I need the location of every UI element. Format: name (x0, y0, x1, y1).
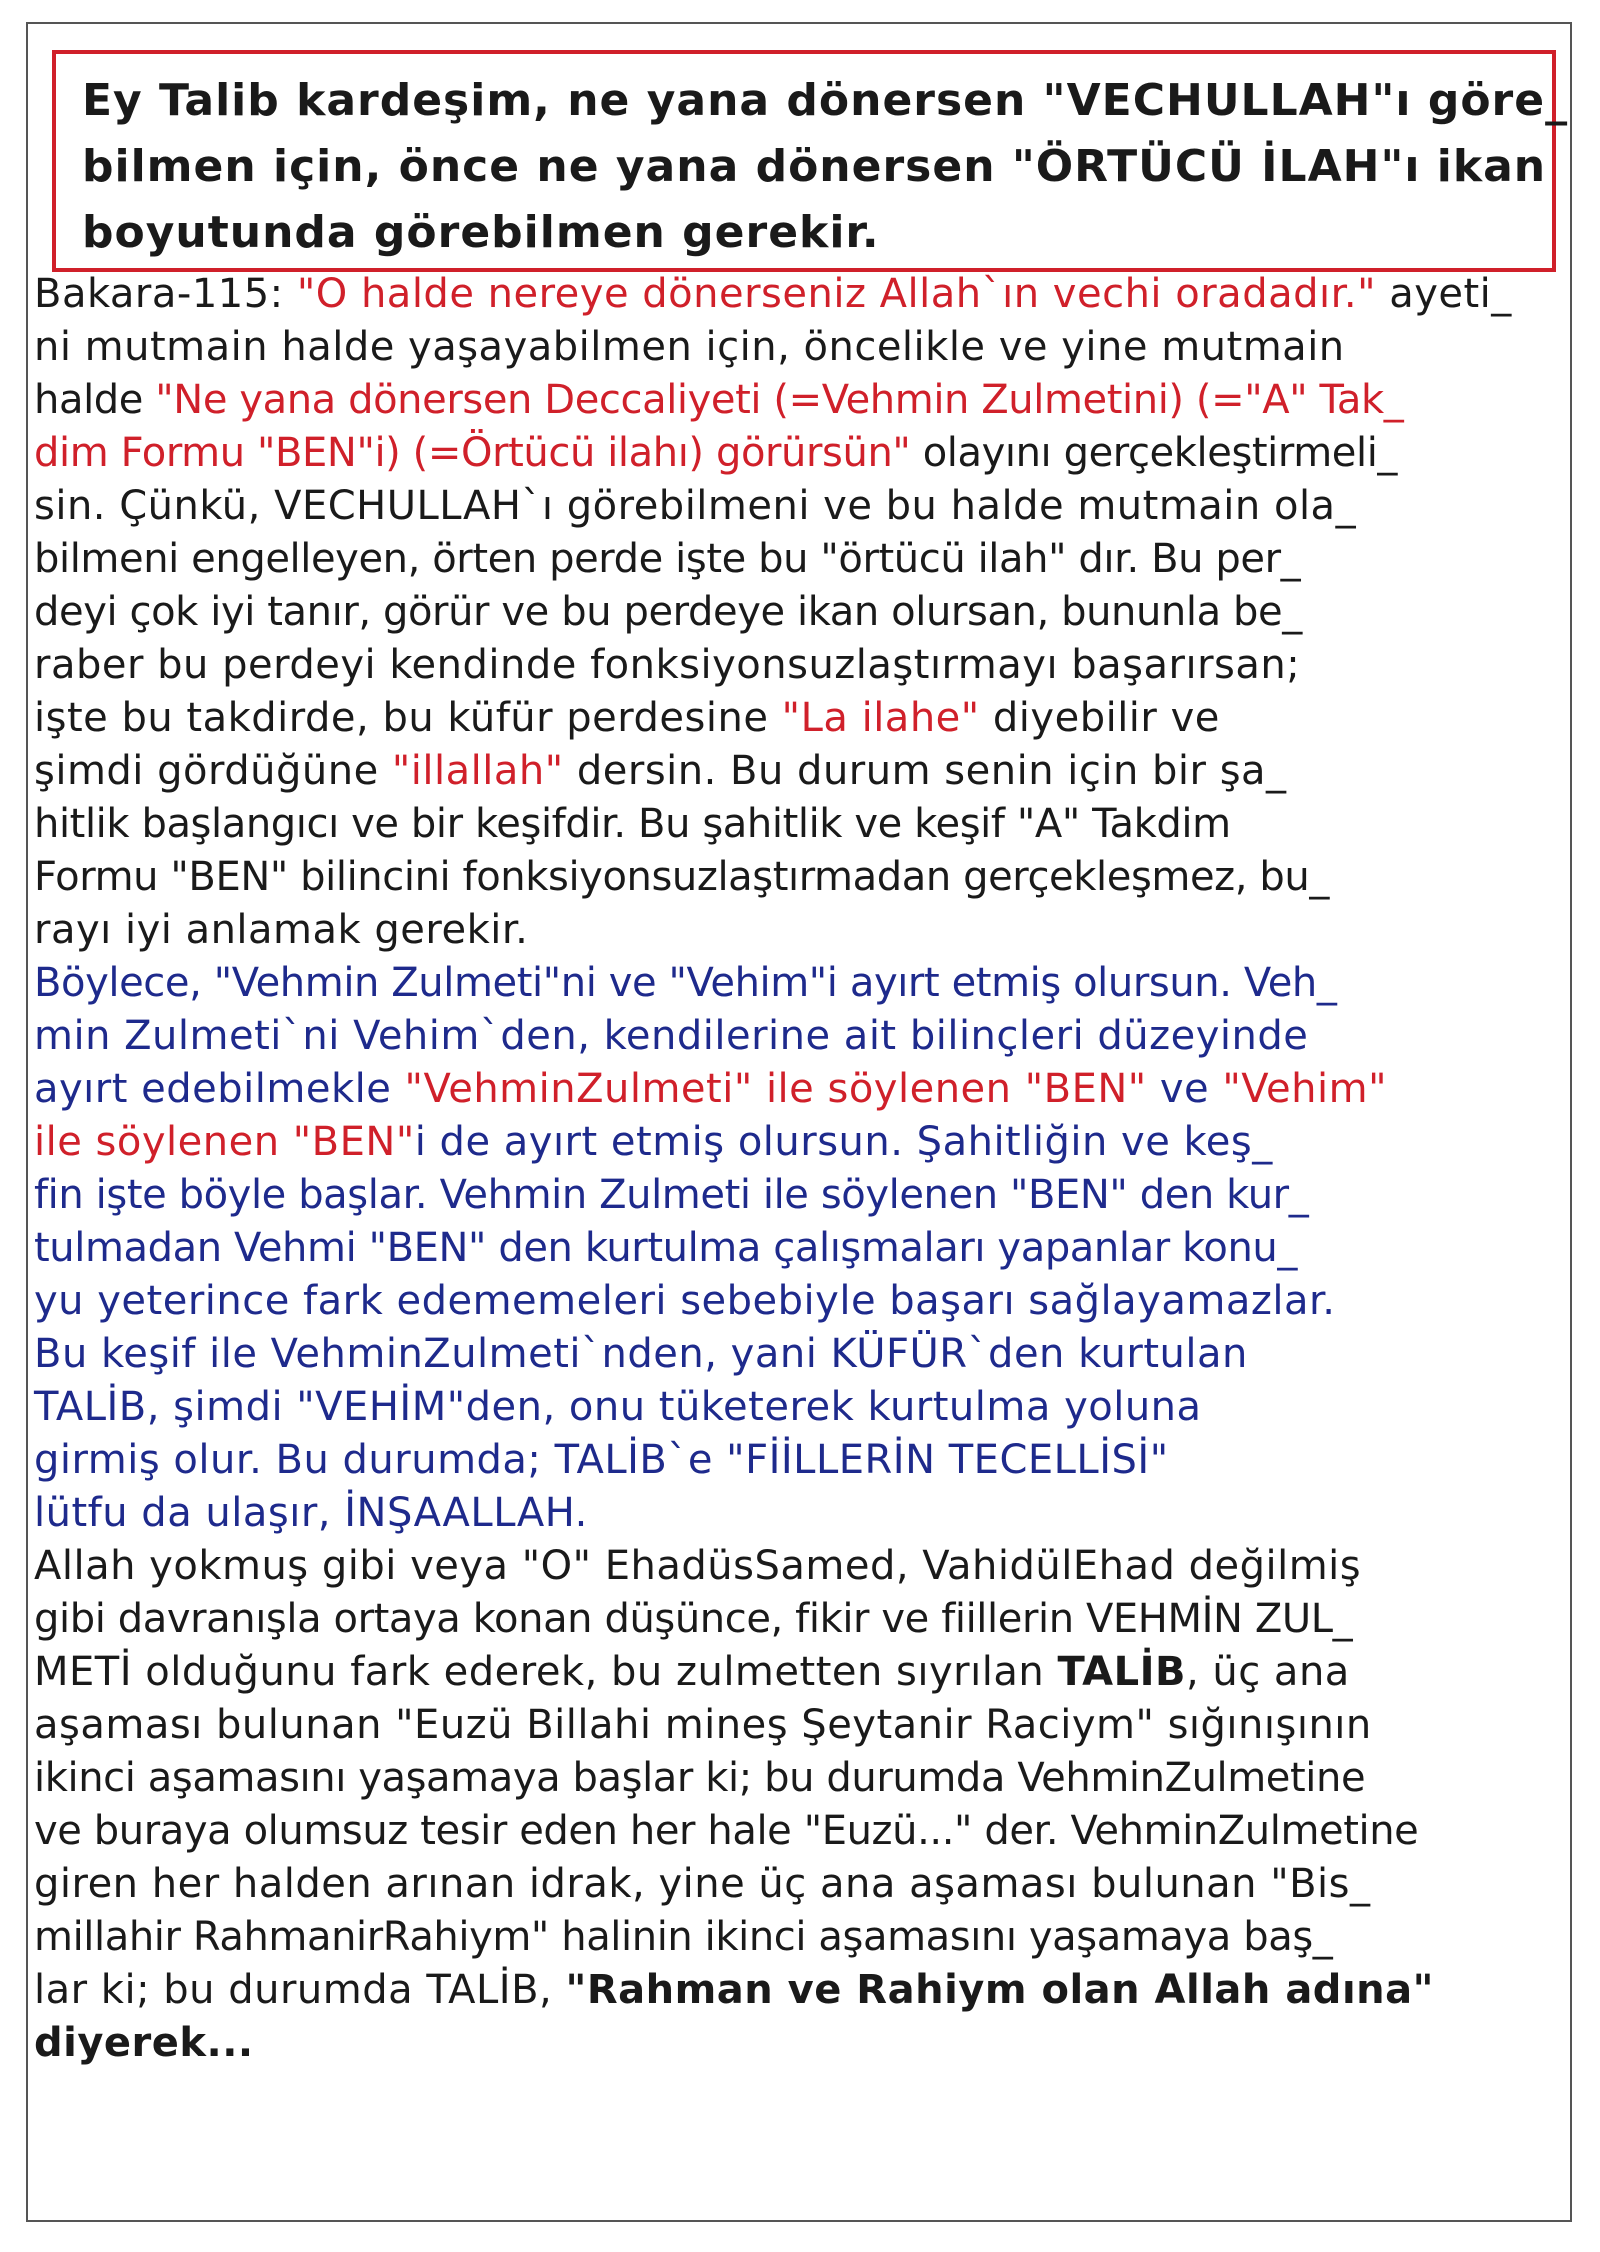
highlight-red: "Vehim" (1222, 1066, 1387, 1112)
verse-quote: "O halde nereye dönerseniz Allah`ın vechi oradadır." (296, 271, 1376, 317)
paragraph-1-line: raber bu perdeyi kendinde fonksiyonsuzlaştırmayı başarırsan; (34, 642, 1301, 688)
text-span: i de ayırt etmiş olursun. Şahitliğin ve keş_ (414, 1119, 1273, 1165)
text-span: şimdi gördüğüne (34, 748, 392, 794)
paragraph-1-line: sin. Çünkü, VECHULLAH`ı görebilmeni ve bu halde mutmain ola_ (34, 483, 1357, 529)
paragraph-1-line (34, 427, 1564, 480)
highlight-red: "VehminZulmeti" ile söylenen "BEN" (404, 1066, 1147, 1112)
paragraph-3-line: giren her halden arınan idrak, yine üç ana aşaması bulunan "Bis_ (34, 1861, 1371, 1907)
paragraph-1-line: hitlik başlangıcı ve bir keşifdir. Bu şahitlik ve keşif "A" Takdim (34, 801, 1231, 847)
verse-reference: Bakara-115: (34, 271, 297, 317)
header-line-1: Ey Talib kardeşim, ne yana dönersen "VECHULLAH"ı göre_ (82, 75, 1569, 126)
paragraph-1-line: deyi çok iyi tanır, görür ve bu perdeye ikan olursan, bununla be_ (34, 589, 1302, 635)
paragraph-1-line (34, 692, 1564, 745)
text-span: diyebilir ve (979, 695, 1220, 741)
text-span: METİ olduğunu fark ederek, bu zulmetten sıyrılan (34, 1649, 1058, 1695)
paragraph-1-line (34, 268, 1564, 321)
paragraph-3-line (34, 1646, 1564, 1699)
paragraph-1-line (34, 745, 1564, 798)
paragraph-1-line: rayı iyi anlamak gerekir. (34, 907, 529, 953)
text-span: işte bu takdirde, bu küfür perdesine (34, 695, 782, 741)
bold-phrase: "Rahman ve Rahiym olan Allah adına" (565, 1967, 1434, 2013)
paragraph-3-line: gibi davranışla ortaya konan düşünce, fikir ve fiillerin VEHMİN ZUL_ (34, 1596, 1353, 1642)
paragraph-3-line: Allah yokmuş gibi veya "O" EhadüsSamed, VahidülEhad değilmiş (34, 1543, 1362, 1589)
highlight-red: dim Formu "BEN"i) (=Örtücü ilahı) görürsün" (34, 430, 911, 476)
highlight-red: "Ne yana dönersen Deccaliyeti (=Vehmin Zulmetini) (="A" Tak_ (155, 377, 1404, 423)
paragraph-2-line: tulmadan Vehmi "BEN" den kurtulma çalışmaları yapanlar konu_ (34, 1225, 1297, 1271)
text-span: ayırt edebilmekle (34, 1066, 405, 1112)
paragraph-2-line: yu yeterince fark edememeleri sebebiyle başarı sağlayamazlar. (34, 1278, 1336, 1324)
paragraph-2-line (34, 1116, 1564, 1169)
text-span: , üç ana (1185, 1649, 1350, 1695)
header-box (52, 50, 1569, 272)
text-span: lar ki; bu durumda TALİB, (34, 1967, 566, 2013)
paragraph-3-line: ikinci aşamasını yaşamaya başlar ki; bu durumda VehminZulmetine (34, 1755, 1366, 1801)
paragraph-3-line: millahir RahmanirRahiym" halinin ikinci aşamasını yaşamaya baş_ (34, 1914, 1333, 1960)
text-span: ayeti_ (1375, 271, 1512, 317)
highlight-red: "La ilahe" (781, 695, 980, 741)
paragraph-2-line: fin işte böyle başlar. Vehmin Zulmeti ile söylenen "BEN" den kur_ (34, 1172, 1309, 1218)
paragraph-3-line: ve buraya olumsuz tesir eden her hale "Euzü..." der. VehminZulmetine (34, 1808, 1419, 1854)
paragraph-2-line: TALİB, şimdi "VEHİM"den, onu tüketerek kurtulma yoluna (34, 1384, 1202, 1430)
paragraph-1-line (34, 374, 1564, 427)
text-span: ve (1146, 1066, 1223, 1112)
paragraph-3-line (34, 1964, 1564, 2017)
handwritten-body (34, 268, 1564, 2070)
paragraph-2-line: Böylece, "Vehmin Zulmeti"ni ve "Vehim"i ayırt etmiş olursun. Veh_ (34, 960, 1337, 1006)
bold-talib: TALİB (1057, 1649, 1186, 1695)
paragraph-1-line: bilmeni engelleyen, örten perde işte bu "örtücü ilah" dır. Bu per_ (34, 536, 1301, 582)
paragraph-3-line: aşaması bulunan "Euzü Billahi mineş Şeytanir Raciym" sığınışının (34, 1702, 1372, 1748)
header-line-3: boyutunda görebilmen gerekir. (82, 207, 880, 258)
paragraph-3-line: diyerek... (34, 2020, 254, 2066)
paragraph-1-line: ni mutmain halde yaşayabilmen için, öncelikle ve yine mutmain (34, 324, 1345, 370)
paragraph-2-line: Bu keşif ile VehminZulmeti`nden, yani KÜFÜR`den kurtulan (34, 1331, 1248, 1377)
paragraph-2-line (34, 1063, 1564, 1116)
paragraph-1-line: Formu "BEN" bilincini fonksiyonsuzlaştırmadan gerçekleşmez, bu_ (34, 854, 1329, 900)
text-span: dersin. Bu durum senin için bir şa_ (563, 748, 1287, 794)
text-span: olayını gerçekleştirmeli_ (910, 430, 1398, 476)
paragraph-2-line: lütfu da ulaşır, İNŞAALLAH. (34, 1490, 588, 1536)
paragraph-2-line: girmiş olur. Bu durumda; TALİB`e "FİİLLERİN TECELLİSİ" (34, 1437, 1169, 1483)
paragraph-2-line: min Zulmeti`ni Vehim`den, kendilerine ait bilinçleri düzeyinde (34, 1013, 1309, 1059)
highlight-red: "illallah" (391, 748, 564, 794)
highlight-red: ile söylenen "BEN" (34, 1119, 415, 1165)
header-line-2: bilmen için, önce ne yana dönersen "ÖRTÜCÜ İLAH"ı ikan (82, 141, 1547, 192)
text-span: halde (34, 377, 156, 423)
